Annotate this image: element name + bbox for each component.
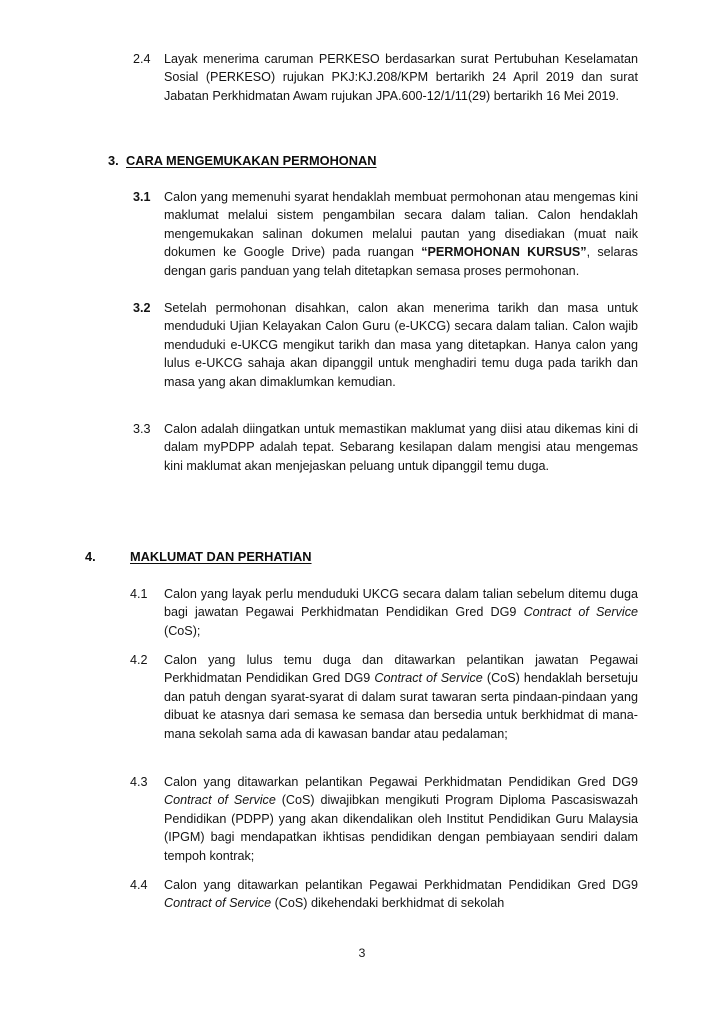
paragraph-number-4-1: 4.1 <box>130 587 148 601</box>
paragraph-number-4-2: 4.2 <box>130 653 148 667</box>
paragraph-number-4-3: 4.3 <box>130 775 148 789</box>
section-heading-4 <box>85 548 312 565</box>
paragraph-3-3 <box>133 420 638 475</box>
paragraph-text-3-1: Calon yang memenuhi syarat hendaklah membuat permohonan atau mengemas kini maklumat melalui sistem pengambilan secara dalam talian. Calon hendaklah mengemukakan salinan dokumen melalui pautan yang disediakan (muat naik dokumen ke Google Drive) pada ruangan “PERMOHONAN KURSUS”, selaras dengan garis panduan yang telah ditetapkan semasa proses permohonan. <box>164 190 638 278</box>
paragraph-text-4-1: Calon yang layak perlu menduduki UKCG secara dalam talian sebelum ditemu duga bagi jawatan Pegawai Perkhidmatan Pendidikan Gred DG9 Contract of Service (CoS); <box>164 587 638 638</box>
section-number-4: 4. <box>85 549 96 564</box>
paragraph-4-4 <box>130 876 638 913</box>
page-number: 3 <box>358 946 366 960</box>
paragraph-text-4-3: Calon yang ditawarkan pelantikan Pegawai Perkhidmatan Pendidikan Gred DG9 Contract of Service (CoS) diwajibkan mengikuti Program Diploma Pascasiswazah Pendidikan (PDPP) yang akan dikendalikan oleh Institut Pendidikan Guru Malaysia (IPGM) bagi mendapatkan ikhtisas pendidikan dengan pembiayaan sendiri dalam tempoh kontrak; <box>164 775 638 863</box>
section-number-3: 3. <box>108 153 119 168</box>
paragraph-number-3-2: 3.2 <box>133 301 151 315</box>
paragraph-text-3-2: Setelah permohonan disahkan, calon akan menerima tarikh dan masa untuk menduduki Ujian Kelayakan Calon Guru (e-UKCG) secara dalam talian. Calon wajib menduduki e-UKCG mengikut tarikh dan masa yang ditetapkan. Hanya calon yang lulus e-UKCG sahaja akan dipanggil untuk menghadiri temu duga pada tarikh dan masa yang akan dimaklumkan kemudian. <box>164 301 638 389</box>
paragraph-text-2-4: Layak menerima caruman PERKESO berdasarkan surat Pertubuhan Keselamatan Sosial (PERKESO) rujukan PKJ:KJ.208/KPM bertarikh 24 April 2019 dan surat Jabatan Perkhidmatan Awam rujukan JPA.600-12/1/11(29) bertarikh 16 Mei 2019. <box>164 52 638 103</box>
paragraph-text-3-3: Calon adalah diingatkan untuk memastikan maklumat yang diisi atau dikemas kini di dalam myPDPP adalah tepat. Sebarang kesilapan dalam mengisi atau mengemas kini maklumat akan menjejaskan peluang untuk dipanggil temu duga. <box>164 422 638 473</box>
paragraph-number-3-3: 3.3 <box>133 422 151 436</box>
paragraph-4-2 <box>130 651 638 743</box>
paragraph-number-2-4: 2.4 <box>133 52 151 66</box>
paragraph-4-1 <box>130 585 638 640</box>
paragraph-text-4-2: Calon yang lulus temu duga dan ditawarkan pelantikan jawatan Pegawai Perkhidmatan Pendidikan Gred DG9 Contract of Service (CoS) hendaklah bersetuju dan patuh dengan syarat-syarat di dalam surat tawaran serta pindaan-pindaan yang dibuat ke atasnya dari semasa ke semasa dan bersedia untuk berkhidmat di mana-mana sekolah sama ada di kawasan bandar atau pedalaman; <box>164 653 638 741</box>
paragraph-text-4-4: Calon yang ditawarkan pelantikan Pegawai Perkhidmatan Pendidikan Gred DG9 Contract of Service (CoS) dikehendaki berkhidmat di sekolah <box>164 878 638 911</box>
section-title-4: MAKLUMAT DAN PERHATIAN <box>130 549 312 564</box>
section-heading-3 <box>108 152 376 169</box>
section-title-3: CARA MENGEMUKAKAN PERMOHONAN <box>126 153 377 168</box>
paragraph-3-1 <box>133 188 638 280</box>
paragraph-2-4 <box>133 50 638 105</box>
paragraph-3-2 <box>133 299 638 391</box>
paragraph-number-4-4: 4.4 <box>130 878 148 892</box>
paragraph-4-3 <box>130 773 638 865</box>
paragraph-number-3-1: 3.1 <box>133 190 151 204</box>
